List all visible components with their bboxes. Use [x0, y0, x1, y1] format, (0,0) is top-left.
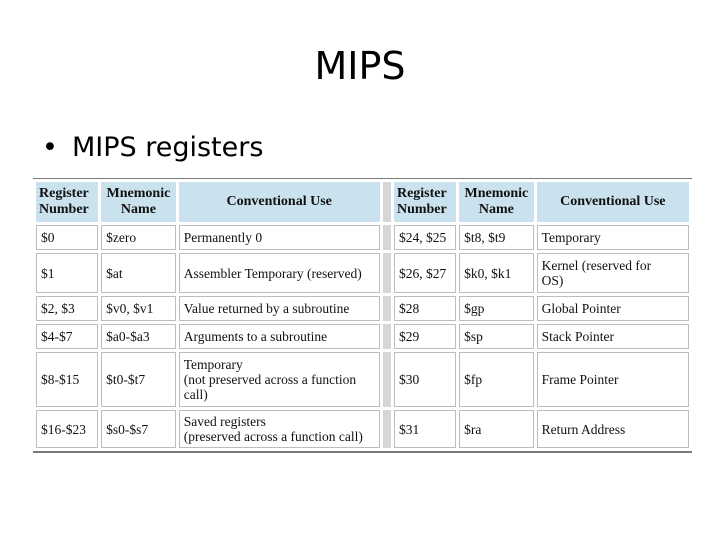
- register-number-cell: $24, $25: [394, 225, 456, 250]
- bullet-item: [42, 132, 263, 163]
- conventional-use-cell: Stack Pointer: [537, 324, 689, 349]
- table-row: [36, 296, 689, 321]
- mnemonic-name-cell: $zero: [101, 225, 176, 250]
- conventional-use-cell: Permanently 0: [179, 225, 380, 250]
- table-header-row: [36, 182, 689, 222]
- conventional-use-cell: Saved registers (preserved across a function call): [179, 410, 380, 448]
- table-row: [36, 225, 689, 250]
- register-number-cell: $1: [36, 253, 98, 293]
- column-divider: [383, 410, 391, 448]
- register-number-cell: $28: [394, 296, 456, 321]
- table-row: [36, 324, 689, 349]
- header-register-number: Register Number: [36, 182, 98, 222]
- register-number-cell: $31: [394, 410, 456, 448]
- mnemonic-name-cell: $k0, $k1: [459, 253, 534, 293]
- header-mnemonic-name: Mnemonic Name: [459, 182, 534, 222]
- conventional-use-cell: Return Address: [537, 410, 689, 448]
- column-divider: [383, 182, 391, 222]
- register-number-cell: $4-$7: [36, 324, 98, 349]
- mnemonic-name-cell: $t8, $t9: [459, 225, 534, 250]
- table-row: [36, 352, 689, 407]
- mnemonic-name-cell: $sp: [459, 324, 534, 349]
- register-number-cell: $8-$15: [36, 352, 98, 407]
- conventional-use-cell: Global Pointer: [537, 296, 689, 321]
- column-divider: [383, 296, 391, 321]
- column-divider: [383, 324, 391, 349]
- mnemonic-name-cell: $at: [101, 253, 176, 293]
- conventional-use-cell: Kernel (reserved for OS): [537, 253, 689, 293]
- register-table: [33, 178, 692, 453]
- conventional-use-cell: Value returned by a subroutine: [179, 296, 380, 321]
- table-row: [36, 410, 689, 448]
- mnemonic-name-cell: $v0, $v1: [101, 296, 176, 321]
- conventional-use-cell: Frame Pointer: [537, 352, 689, 407]
- slide-title: MIPS: [314, 44, 406, 88]
- register-number-cell: $16-$23: [36, 410, 98, 448]
- header-conventional-use: Conventional Use: [179, 182, 380, 222]
- conventional-use-cell: Assembler Temporary (reserved): [179, 253, 380, 293]
- register-number-cell: $2, $3: [36, 296, 98, 321]
- register-number-cell: $0: [36, 225, 98, 250]
- table-row: [36, 253, 689, 293]
- column-divider: [383, 352, 391, 407]
- bullet-text: MIPS registers: [71, 132, 264, 163]
- mnemonic-name-cell: $fp: [459, 352, 534, 407]
- register-number-cell: $29: [394, 324, 456, 349]
- mnemonic-name-cell: $a0-$a3: [101, 324, 176, 349]
- mnemonic-name-cell: $s0-$s7: [101, 410, 176, 448]
- header-conventional-use: Conventional Use: [537, 182, 689, 222]
- conventional-use-cell: Temporary: [537, 225, 689, 250]
- conventional-use-cell: Temporary (not preserved across a function call): [179, 352, 380, 407]
- column-divider: [383, 253, 391, 293]
- mnemonic-name-cell: $gp: [459, 296, 534, 321]
- header-mnemonic-name: Mnemonic Name: [101, 182, 176, 222]
- header-register-number: Register Number: [394, 182, 456, 222]
- conventional-use-cell: Arguments to a subroutine: [179, 324, 380, 349]
- register-number-cell: $26, $27: [394, 253, 456, 293]
- mnemonic-name-cell: $t0-$t7: [101, 352, 176, 407]
- column-divider: [383, 225, 391, 250]
- register-number-cell: $30: [394, 352, 456, 407]
- mnemonic-name-cell: $ra: [459, 410, 534, 448]
- bullet-dot-icon: •: [42, 132, 58, 163]
